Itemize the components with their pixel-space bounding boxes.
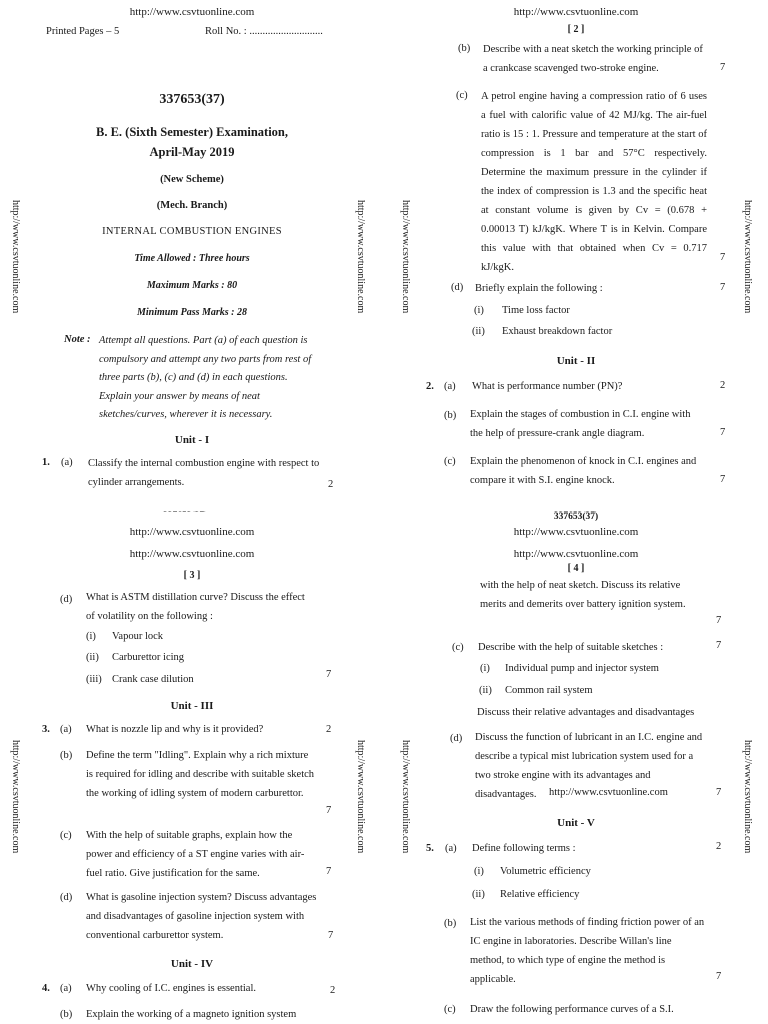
q5a-marks: 2 <box>716 841 722 852</box>
q4c-tail-text: Discuss their relative advantages and disadvantages <box>477 707 695 718</box>
q1d-label: (d) <box>451 282 464 293</box>
q5b-marks: 7 <box>716 971 722 982</box>
q1b-marks: 7 <box>720 62 726 73</box>
page4-header-code: 337653(37) <box>553 512 599 522</box>
q4c-text: Describe with the help of suitable sketches : <box>478 642 664 653</box>
q1c-text: A petrol engine having a compression ratio of 6 uses a fuel with calorific value of 42 MJ/kg. The air-fuel ratio is 15 : 1. Pressure and temperature at the start of compression is 1 bar and 57°C respectively. Determine the maximum pressure in the cylinder if the index of compression is 1.3 and the specific heat at constant volume is given by Cv = (0.678 + 0.00013 T) kJ/kgK. Where T is in Kelvin. Compare this value with that obtained when Cv = 0.717 kJ/kgK. <box>481 91 707 273</box>
page-4 <box>384 512 768 1024</box>
note-label: Note : <box>64 334 91 345</box>
q2a-marks: 2 <box>720 380 726 391</box>
q1d-p3-ii-label: (ii) <box>86 652 99 663</box>
q3c-marks: 7 <box>326 866 332 877</box>
q1a-text: Classify the internal combustion engine with respect to cylinder arrangements. <box>88 458 320 488</box>
q5c-label: (c) <box>444 1004 456 1015</box>
q5a-text: Define following terms : <box>472 843 576 854</box>
page3-header-url-1: http://www.csvtuonline.com <box>129 526 255 538</box>
q3a-text: What is nozzle lip and why is it provided? <box>86 724 264 735</box>
q4d-marks: 7 <box>716 787 722 798</box>
q5a-i-label: (i) <box>474 866 484 877</box>
q5a-ii-label: (ii) <box>472 889 485 900</box>
q2b-marks: 7 <box>720 427 726 438</box>
q4b-continued-text: with the help of neat sketch. Discuss its relative merits and demerits over battery ignition system. <box>480 580 686 610</box>
page-1 <box>0 0 384 512</box>
q2a-label: (a) <box>444 381 456 392</box>
roll-no: Roll No. : ............................ <box>205 26 323 37</box>
scheme: (New Scheme) <box>160 174 224 185</box>
q3b-text: Define the term "Idling". Explain why a rich mixture is required for idling and describe with suitable sketch the working of idling system of modern carburettor. <box>86 750 315 799</box>
unit-4-heading: Unit - IV <box>170 958 214 970</box>
q1d-i-text: Time loss factor <box>502 305 570 316</box>
side-url-mid-right-bottom: http://www.csvtuonline.com <box>400 740 411 854</box>
q1-number: 1. <box>42 457 50 468</box>
q3c-label: (c) <box>60 830 72 841</box>
q4a-text: Why cooling of I.C. engines is essential. <box>86 983 257 994</box>
q1c-label: (c) <box>456 90 468 101</box>
q1a-marks: 2 <box>328 479 334 490</box>
time-allowed: Time Allowed : Three hours <box>134 253 250 264</box>
q3b-marks: 7 <box>326 805 332 816</box>
page-3 <box>0 512 384 1024</box>
page1-header-url: http://www.csvtuonline.com <box>129 6 255 18</box>
page4-number: [ 4 ] <box>567 563 585 574</box>
q1d-p3-marks: 7 <box>326 669 332 680</box>
q2-number: 2. <box>426 381 434 392</box>
q1b-text: Describe with a neat sketch the working principle of a crankcase scavenged two-stroke engine. <box>483 44 703 74</box>
unit-3-heading: Unit - III <box>170 700 214 712</box>
q3-number: 3. <box>42 724 50 735</box>
q1d-p3-iii-text: Crank case dilution <box>112 674 194 685</box>
minimum-marks: Minimum Pass Marks : 28 <box>136 307 248 318</box>
q4d-url: http://www.csvtuonline.com <box>549 787 668 798</box>
q1c-marks: 7 <box>720 252 726 263</box>
side-url-mid-left-top: http://www.csvtuonline.com <box>355 200 366 314</box>
side-url-left-top: http://www.csvtuonline.com <box>10 200 21 314</box>
page3-header-url-2: http://www.csvtuonline.com <box>129 548 255 560</box>
q5-number: 5. <box>426 843 434 854</box>
q5b-text: List the various methods of finding friction power of an IC engine in laboratories. Describe Willan's line method, to which type of engine the method is applicable. <box>470 917 705 985</box>
q1d-p3-label: (d) <box>60 594 73 605</box>
q4d-text: Discuss the function of lubricant in an I.C. engine and describe a typical mist lubrication system used for a two stroke engine with its advantages and disadvantages. <box>475 732 703 800</box>
q4a-marks: 2 <box>330 985 336 996</box>
q4d-label: (d) <box>450 733 463 744</box>
page2-header-url: http://www.csvtuonline.com <box>513 6 639 18</box>
printed-pages: Printed Pages – 5 <box>46 26 120 37</box>
exam-session: April-May 2019 <box>149 145 235 159</box>
q3a-marks: 2 <box>326 724 332 735</box>
q3d-marks: 7 <box>328 930 334 941</box>
maximum-marks: Maximum Marks : 80 <box>146 280 238 291</box>
q4c-marks: 7 <box>716 640 722 651</box>
q4c-i-text: Individual pump and injector system <box>505 663 659 674</box>
q2b-label: (b) <box>444 410 457 421</box>
q1d-p3-ii-text: Carburettor icing <box>112 652 185 663</box>
q4b-marks: 7 <box>716 615 722 626</box>
exam-title: B. E. (Sixth Semester) Examination, <box>95 125 288 139</box>
page-2 <box>384 0 768 512</box>
q1d-marks: 7 <box>720 282 726 293</box>
paper-code: 337653(37) <box>159 92 225 107</box>
q1a-label: (a) <box>61 457 73 468</box>
q1d-text: Briefly explain the following : <box>475 283 603 294</box>
q5b-label: (b) <box>444 918 457 929</box>
q1d-p3-i-text: Vapour lock <box>112 631 164 642</box>
side-url-left-bottom: http://www.csvtuonline.com <box>10 740 21 854</box>
q5a-label: (a) <box>445 843 457 854</box>
q1d-i-label: (i) <box>474 305 484 316</box>
q2c-marks: 7 <box>720 474 726 485</box>
side-url-mid-right-top: http://www.csvtuonline.com <box>400 200 411 314</box>
q4b-text: Explain the working of a magneto ignition system <box>86 1009 297 1020</box>
q3a-label: (a) <box>60 724 72 735</box>
branch: (Mech. Branch) <box>156 200 228 211</box>
q4c-label: (c) <box>452 642 464 653</box>
q1d-ii-text: Exhaust breakdown factor <box>502 326 613 337</box>
q4a-label: (a) <box>60 983 72 994</box>
side-url-right-top: http://www.csvtuonline.com <box>742 200 753 314</box>
q1b-label: (b) <box>458 43 471 54</box>
q2c-label: (c) <box>444 456 456 467</box>
q5a-ii-text: Relative efficiency <box>500 889 580 900</box>
q4-number: 4. <box>42 983 50 994</box>
page2-number: [ 2 ] <box>567 24 585 35</box>
q1d-p3-text: What is ASTM distillation curve? Discuss the effect of volatility on the following : <box>86 592 305 622</box>
q3c-text: With the help of suitable graphs, explain how the power and efficiency of a ST engine varies with air-fuel ratio. Give justification for the same. <box>86 830 305 879</box>
unit-5-heading: Unit - V <box>557 817 595 829</box>
q4b-label: (b) <box>60 1009 73 1020</box>
q1d-p3-i-label: (i) <box>86 631 96 642</box>
q4c-ii-text: Common rail system <box>505 685 593 696</box>
q3b-label: (b) <box>60 750 73 761</box>
q2c-text: Explain the phenomenon of knock in C.I. engines and compare it with S.I. engine knock. <box>470 456 697 486</box>
q3d-text: What is gasoline injection system? Discuss advantages and disadvantages of gasoline injection system with conventional carburettor system. <box>86 892 317 941</box>
side-url-right-bottom: http://www.csvtuonline.com <box>742 740 753 854</box>
unit-1-heading: Unit - I <box>174 434 210 446</box>
q5c-text: Draw the following performance curves of a S.I. <box>470 1004 674 1015</box>
page4-header-url-2: http://www.csvtuonline.com <box>513 548 639 560</box>
q4c-i-label: (i) <box>480 663 490 674</box>
q2b-text: Explain the stages of combustion in C.I. engine with the help of pressure-crank angle diagram. <box>470 409 691 439</box>
q3d-label: (d) <box>60 892 73 903</box>
page3-number: [ 3 ] <box>183 570 201 581</box>
unit-2-heading: Unit - II <box>556 355 596 367</box>
q2a-text: What is performance number (PN)? <box>472 381 623 392</box>
q5a-i-text: Volumetric efficiency <box>500 866 591 877</box>
q4c-ii-label: (ii) <box>479 685 492 696</box>
side-url-mid-left-bottom: http://www.csvtuonline.com <box>355 740 366 854</box>
q1d-ii-label: (ii) <box>472 326 485 337</box>
subject-title: INTERNAL COMBUSTION ENGINES <box>102 226 282 237</box>
note-text: Attempt all questions. Part (a) of each question is compulsory and attempt any two parts from rest of three parts (b), (c) and (d) in each questions. Explain your answer by means of neat sketches/curves, wherever it is necessary. <box>99 335 312 420</box>
q1d-p3-iii-label: (iii) <box>86 674 102 685</box>
page4-header-url-1: http://www.csvtuonline.com <box>513 526 639 538</box>
